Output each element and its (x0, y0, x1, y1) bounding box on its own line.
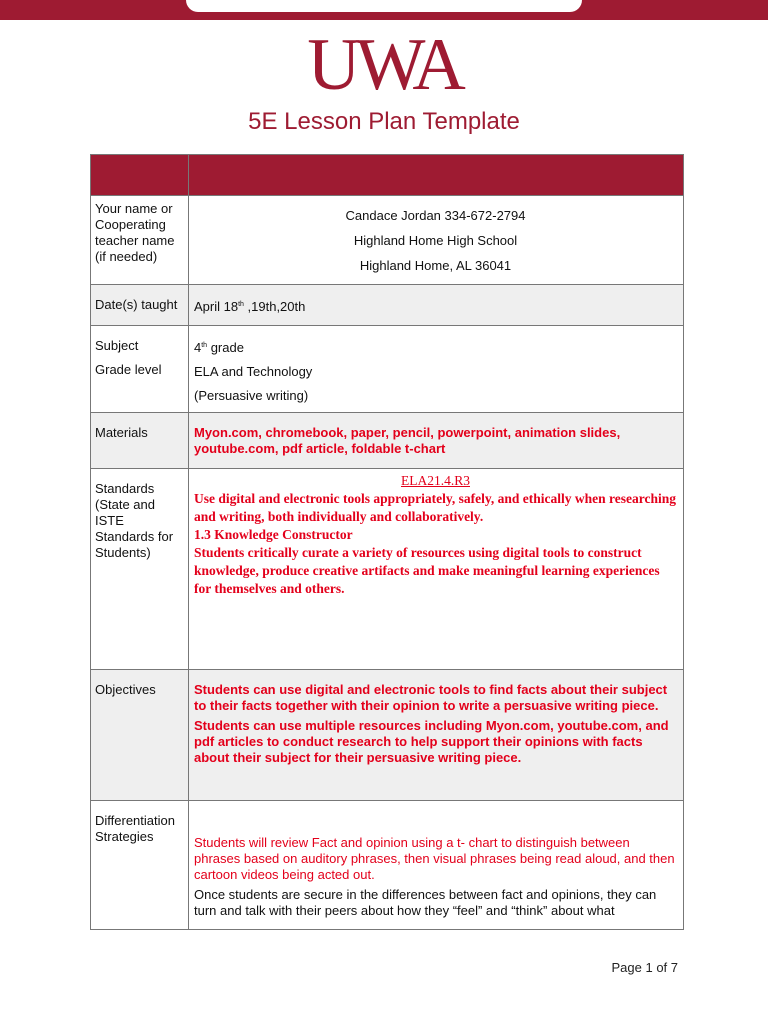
label-subject (91, 326, 189, 413)
lesson-plan-table (90, 154, 684, 930)
top-banner-tab (186, 0, 582, 12)
label-grade-text: Grade level (95, 362, 162, 377)
label-subject-text: Subject (95, 338, 139, 353)
standard-heading-2: 1.3 Knowledge Constructor (194, 527, 353, 542)
row-differentiation (91, 801, 684, 930)
header-cell-right (189, 155, 684, 196)
grade-level (194, 338, 677, 356)
grade-word: grade (207, 340, 244, 355)
label-materials: Materials (91, 413, 189, 469)
top-banner (0, 0, 768, 20)
header-cell-left (91, 155, 189, 196)
label-dates: Date(s) taught (91, 285, 189, 326)
row-materials (91, 413, 684, 469)
value-objectives (189, 670, 684, 801)
table-header-row (91, 155, 684, 196)
objective-2: Students can use multiple resources including Myon.com, youtube.com, and pdf articles to conduct research to help support their opinions with facts about their subject for their persuasive writing piece. (194, 718, 669, 765)
row-name (91, 196, 684, 285)
date-rest: ,19th,20th (243, 299, 306, 314)
grade-suffix: th (201, 342, 208, 349)
label-name: Your name or Cooperating teacher name (if needed) (91, 196, 189, 285)
differentiation-para-1: Students will review Fact and opinion using a t- chart to distinguish between phrases based on auditory phrases, then visual phrases being read aloud, and then cartoon videos being acted out. (194, 835, 675, 882)
uwa-logo: UWA (307, 24, 461, 106)
value-dates (189, 285, 684, 326)
page-number: Page 1 of 7 (611, 960, 678, 975)
standard-text-1: Use digital and electronic tools appropriately, safely, and ethically when researching and writing, both individually and collaboratively. (194, 491, 676, 524)
school-name: Highland Home High School (353, 233, 518, 248)
row-dates (91, 285, 684, 326)
label-standards: Standards (State and ISTE Standards for Students) (91, 469, 189, 670)
row-objectives (91, 670, 684, 801)
objective-1: Students can use digital and electronic tools to find facts about their subject to their facts together with their opinion to write a persuasive writing piece. (194, 682, 668, 713)
subject-focus: (Persuasive writing) (194, 388, 309, 403)
teacher-name-phone: Candace Jordan 334-672-2794 (345, 208, 526, 223)
value-materials: Myon.com, chromebook, paper, pencil, powerpoint, animation slides, youtube.com, pdf article, foldable t-chart (189, 413, 684, 469)
page-title: 5E Lesson Plan Template (248, 108, 520, 135)
standard-text-2: Students critically curate a variety of resources using digital tools to construct knowledge, produce creative artifacts and make meaningful learning experiences for themselves and others. (194, 545, 660, 596)
grade-number: 4 (194, 340, 202, 355)
date-first-suffix: th (238, 301, 244, 308)
standard-code: ELA21.4.R3 (401, 473, 470, 488)
label-objectives: Objectives (91, 670, 189, 801)
row-subject (91, 326, 684, 413)
school-location: Highland Home, AL 36041 (359, 258, 512, 273)
value-standards (189, 469, 684, 670)
value-name (189, 196, 684, 285)
label-differentiation: Differentiation Strategies (91, 801, 189, 930)
subject-name: ELA and Technology (194, 364, 313, 379)
value-subject (189, 326, 684, 413)
row-standards (91, 469, 684, 670)
differentiation-para-2: Once students are secure in the differences between fact and opinions, they can turn and talk with their peers about how they “feel” and “think” about what (194, 887, 657, 918)
value-differentiation (189, 801, 684, 930)
date-first: April 18 (194, 299, 239, 314)
